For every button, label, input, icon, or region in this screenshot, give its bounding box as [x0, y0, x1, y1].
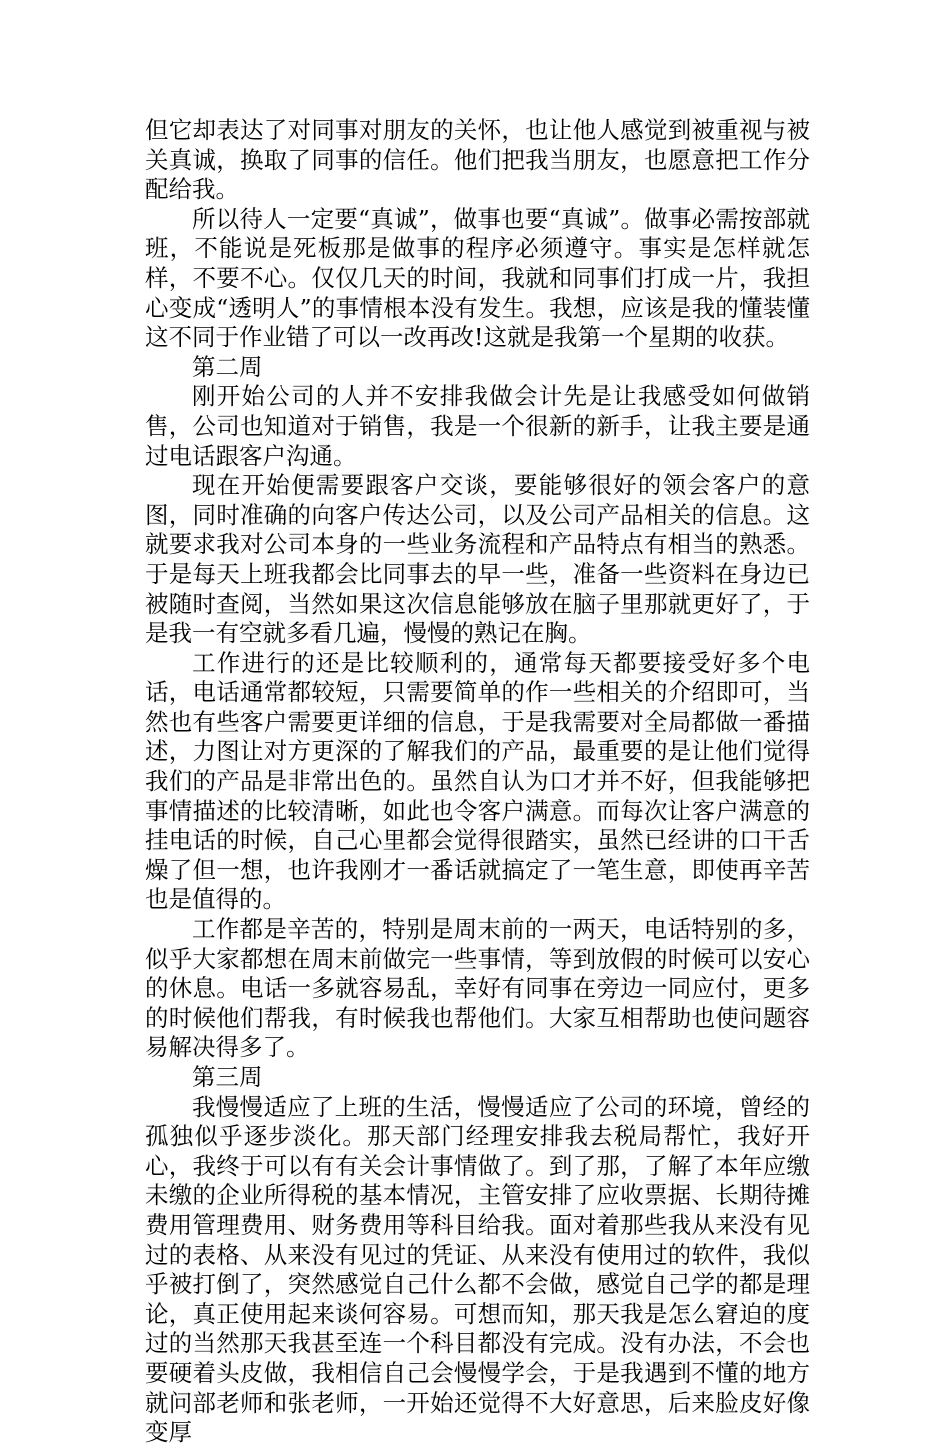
paragraph-4: 现在开始便需要跟客户交谈，要能够很好的领会客户的意图，同时准确的向客户传达公司，以及公司产品相关的信息。这就要求我对公司本身的一些业务流程和产品特点有相当的熟悉。于是每天上班我都会比同事去的早一些，准备一些资料在身边已被随时查阅，当然如果这次信息能够放在脑子里那就更好了，于是我一有空就多看几遍，慢慢的熟记在胸。 [145, 471, 810, 648]
document-page [145, 116, 810, 1448]
paragraph-6: 工作都是辛苦的，特别是周末前的一两天，电话特别的多，似乎大家都想在周末前做完一些事情，等到放假的时候可以安心的休息。电话一多就容易乱，幸好有同事在旁边一同应付，更多的时候他们帮我，有时候我也帮他们。大家互相帮助也使问题容易解决得多了。 [145, 915, 810, 1062]
paragraph-7: 我慢慢适应了上班的生活，慢慢适应了公司的环境，曾经的孤独似乎逐步淡化。那天部门经理安排我去税局帮忙，我好开心，我终于可以有有关会计事情做了。到了那，了解了本年应缴未缴的企业所得税的基本情况，主管安排了应收票据、长期待摊费用管理费用、财务费用等科目给我。面对着那些我从来没有见过的表格、从来没有见过的凭证、从来没有使用过的软件，我似乎被打倒了，突然感觉自己什么都不会做，感觉自己学的都是理论，真正使用起来谈何容易。可想而知，那天我是怎么窘迫的度过的当然那天我甚至连一个科目都没有完成。没有办法，不会也要硬着头皮做，我相信自己会慢慢学会，于是我遇到不懂的地方就问部老师和张老师，一开始还觉得不大好意思，后来脸皮好像变厚 [145, 1092, 810, 1447]
paragraph-3: 刚开始公司的人并不安排我做会计先是让我感受如何做销售，公司也知道对于销售，我是一个很新的新手，让我主要是通过电话跟客户沟通。 [145, 382, 810, 470]
section-heading-week-2: 第二周 [192, 352, 263, 381]
paragraph-1: 但它却表达了对同事对朋友的关怀，也让他人感觉到被重视与被关真诚，换取了同事的信任。他们把我当朋友，也愿意把工作分配给我。 [145, 116, 810, 204]
paragraph-5: 工作进行的还是比较顺利的，通常每天都要接受好多个电话，电话通常都较短，只需要简单的作一些相关的介绍即可，当然也有些客户需要更详细的信息，于是我需要对全局都做一番描述，力图让对方更深的了解我们的产品，最重要的是让他们觉得我们的产品是非常出色的。虽然自认为口才并不好，但我能够把事情描述的比较清晰，如此也令客户满意。而每次让客户满意的挂电话的时候，自己心里都会觉得很踏实，虽然已经讲的口干舌燥了但一想，也许我刚才一番话就搞定了一笔生意，即使再辛苦也是值得的。 [145, 648, 810, 914]
paragraph-2: 所以待人一定要“真诚”，做事也要“真诚”。做事必需按部就班，不能说是死板那是做事的程序必须遵守。事实是怎样就怎样，不要不心。仅仅几天的时间，我就和同事们打成一片，我担心变成“透明人”的事情根本没有发生。我想，应该是我的懂装懂这不同于作业错了可以一改再改!这就是我第一个星期的收获。 [145, 204, 810, 352]
section-heading-week-3: 第三周 [192, 1063, 263, 1091]
